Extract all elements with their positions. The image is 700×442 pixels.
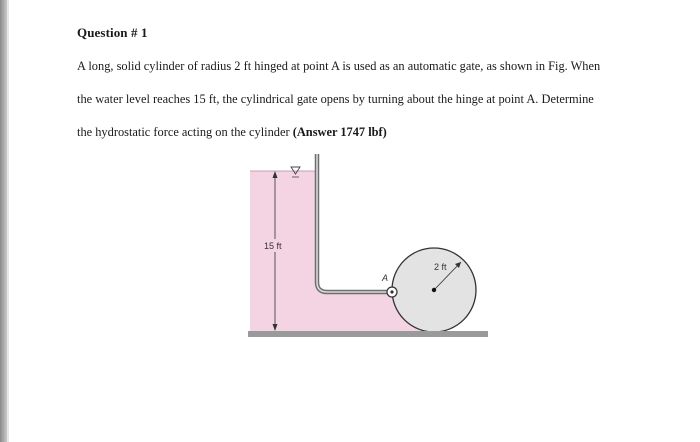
question-line-1: A long, solid cylinder of radius 2 ft hinged at point A is used as an automatic gate, as shown in Fig. When [77, 59, 601, 73]
wall-plate-highlight [317, 154, 390, 292]
question-line-3 [77, 116, 677, 149]
gate-figure [240, 150, 500, 350]
gate-diagram [240, 150, 500, 350]
radius-label: 2 ft [434, 262, 447, 272]
question-text [77, 50, 677, 149]
answer-text: (Answer 1747 lbf) [292, 125, 387, 139]
wall-plate [317, 154, 390, 292]
cylinder-center [432, 288, 436, 292]
ground [248, 331, 488, 337]
question-line-2: the water level reaches 15 ft, the cylindrical gate opens by turning about the hinge at point A. Determine [77, 92, 594, 106]
question-title: Question # 1 [77, 25, 148, 40]
hinge-label: A [382, 273, 389, 283]
depth-label: 15 ft [264, 241, 282, 251]
page-edge [7, 0, 9, 442]
question-line-3-text: the hydrostatic force acting on the cylinder [77, 125, 293, 139]
page-left-border [0, 0, 7, 442]
hinge-a [387, 287, 397, 297]
